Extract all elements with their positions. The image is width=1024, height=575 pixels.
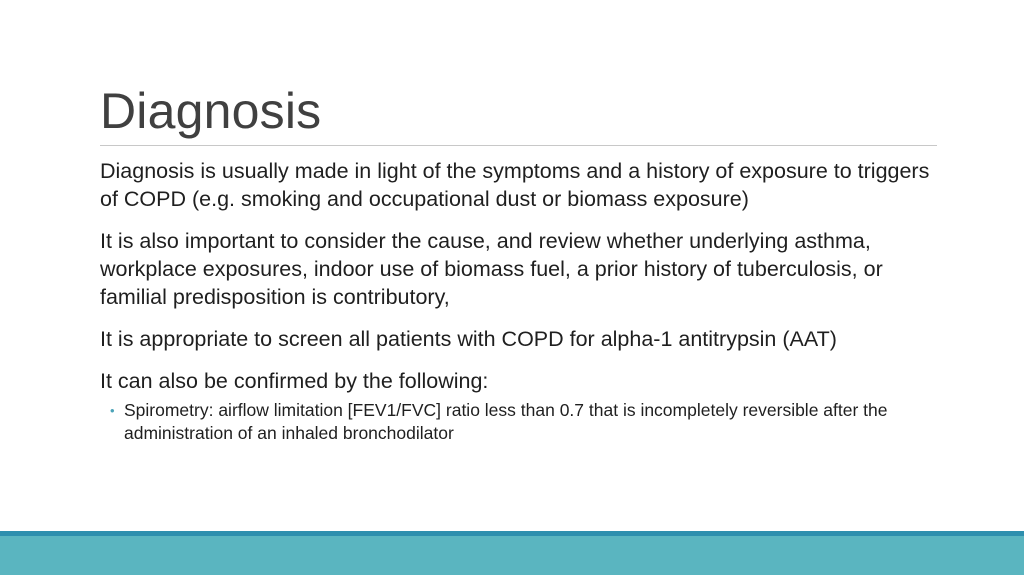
bullet-text-spirometry: Spirometry: airflow limitation [FEV1/FVC] ratio less than 0.7 that is incompletely reversible after the administration of an inhaled bronchodilator (124, 400, 888, 443)
paragraph-confirmation-intro: It can also be confirmed by the following: (100, 369, 489, 393)
bullet-dot-icon: • (110, 403, 115, 418)
list-item (100, 399, 914, 445)
bullet-list (100, 399, 930, 445)
title-divider (100, 145, 937, 146)
paragraph-diagnosis-basis: Diagnosis is usually made in light of the symptoms and a history of exposure to triggers of COPD (e.g. smoking and occupational dust or biomass exposure) (100, 159, 930, 211)
slide-title: Diagnosis (100, 83, 322, 139)
paragraph-consider-cause: It is also important to consider the cause, and review whether underlying asthma, workplace exposures, indoor use of biomass fuel, a prior history of tuberculosis, or familial predisposition is contributory, (100, 229, 883, 309)
slide-body (100, 157, 930, 445)
footer-band (0, 536, 1024, 575)
paragraph-screen-aat: It is appropriate to screen all patients with COPD for alpha-1 antitrypsin (AAT) (100, 327, 837, 351)
